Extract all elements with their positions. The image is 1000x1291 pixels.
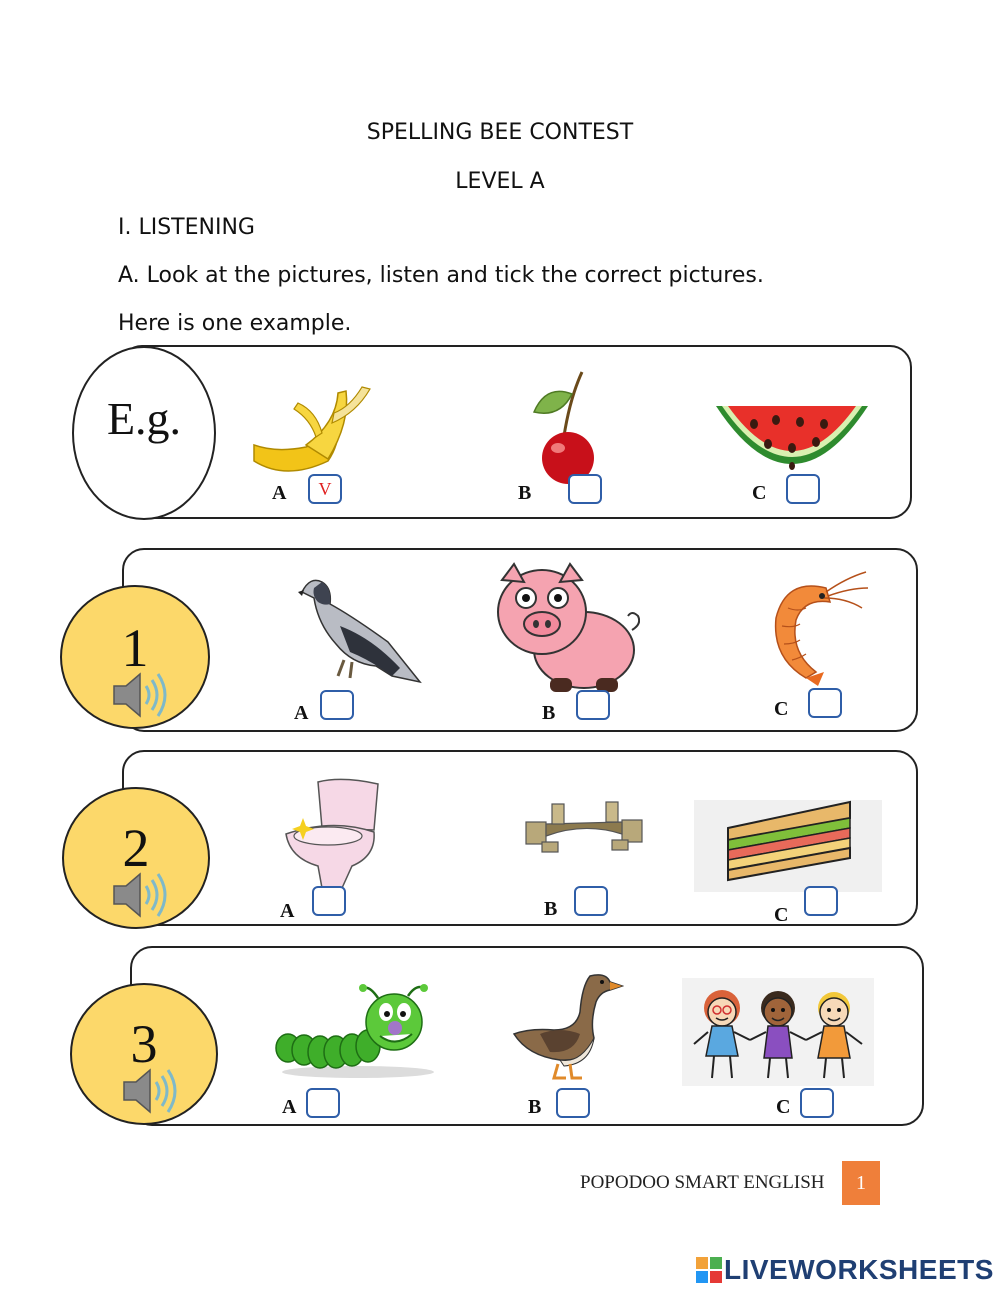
question-2-option-a-tickbox[interactable] [312, 886, 346, 916]
question-3-number: 3 [130, 1014, 158, 1074]
banana-image [246, 383, 376, 483]
question-1-option-b-letter: B [542, 702, 556, 724]
example-option-a-letter: A [272, 482, 287, 504]
question-2-speaker-icon[interactable] [112, 870, 170, 920]
question-3-option-a-letter: A [282, 1096, 297, 1118]
question-3-option-c-letter: C [776, 1096, 791, 1118]
footer-brand: POPODOO SMART ENGLISH [580, 1172, 825, 1193]
liveworksheets-watermark: LIVEWORKSHEETS [724, 1254, 994, 1285]
section-heading: I. LISTENING [118, 215, 255, 240]
watermelon-image [714, 402, 870, 478]
cherry-image [526, 368, 606, 488]
question-3-option-b-letter: B [528, 1096, 542, 1118]
bridge-image [522, 800, 648, 856]
shrimp-image [766, 568, 870, 688]
worksheet-title: SPELLING BEE CONTEST [366, 120, 634, 145]
example-option-c-tickbox[interactable] [786, 474, 820, 504]
question-3-option-c-tickbox[interactable] [800, 1088, 834, 1118]
sandwich-image [694, 800, 882, 892]
question-2-number: 2 [122, 818, 150, 878]
example-badge-label: E.g. [106, 393, 182, 444]
example-badge [72, 346, 216, 520]
question-3-option-a-tickbox[interactable] [306, 1088, 340, 1118]
children-image [682, 978, 874, 1086]
question-2-option-c-tickbox[interactable] [804, 886, 838, 916]
example-option-a-tickbox[interactable]: V [308, 474, 342, 504]
worksheet-level: LEVEL A [455, 169, 545, 194]
caterpillar-image [274, 982, 436, 1082]
example-option-c-letter: C [752, 482, 767, 504]
example-option-b-letter: B [518, 482, 532, 504]
pigeon-image [292, 572, 422, 688]
question-1-option-c-tickbox[interactable] [808, 688, 842, 718]
question-1-option-a-tickbox[interactable] [320, 690, 354, 720]
question-2-option-b-tickbox[interactable] [574, 886, 608, 916]
question-1-option-b-tickbox[interactable] [576, 690, 610, 720]
question-2-option-c-letter: C [774, 904, 789, 926]
pig-image [494, 560, 640, 696]
example-option-b-tickbox[interactable] [568, 474, 602, 504]
question-2-option-b-letter: B [544, 898, 558, 920]
question-1-option-c-letter: C [774, 698, 789, 720]
toilet-image [282, 778, 384, 892]
question-1-option-a-letter: A [294, 702, 309, 724]
page-number: 1 [842, 1161, 880, 1205]
goose-image [510, 972, 624, 1082]
question-1-speaker-icon[interactable] [112, 670, 170, 720]
question-3-option-b-tickbox[interactable] [556, 1088, 590, 1118]
example-note: Here is one example. [118, 311, 352, 336]
instruction-text: A. Look at the pictures, listen and tick the correct pictures. [118, 263, 764, 288]
question-1-number: 1 [121, 618, 149, 678]
question-3-speaker-icon[interactable] [122, 1066, 180, 1116]
question-2-option-a-letter: A [280, 900, 295, 922]
liveworksheets-logo-icon [696, 1257, 722, 1283]
